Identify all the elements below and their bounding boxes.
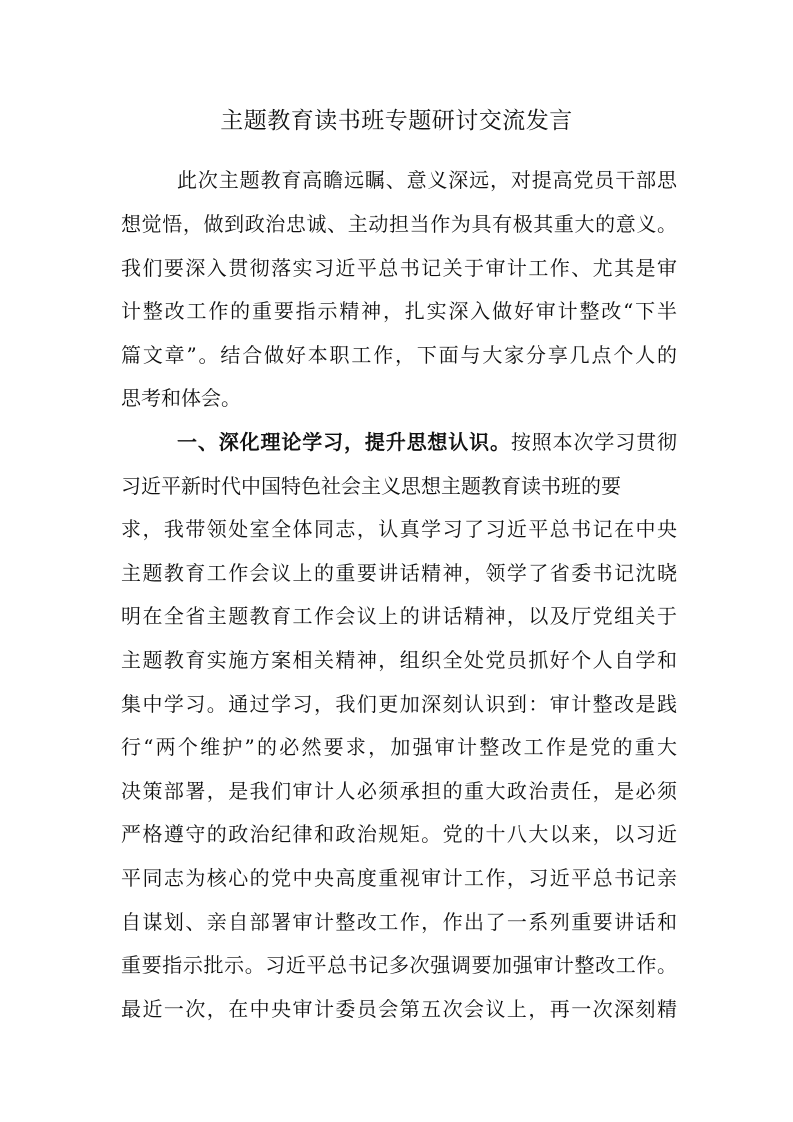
text-line: 此次主题教育高瞻远瞩、意义深远，对提高党员干部思 [177,168,677,192]
document-title: 主题教育读书班专题研讨交流发言 [220,108,573,134]
text-line: 行“两个维护”的必然要求，加强审计整改工作是党的重大 [121,735,677,759]
text-line: 决策部署，是我们审计人必须承担的重大政治责任，是必须 [121,779,677,803]
text-line: 最近一次，在中央审计委员会第五次会议上，再一次深刻精 [121,997,677,1021]
text-line: 自谋划、亲自部署审计整改工作，作出了一系列重要讲话和 [121,910,677,934]
text-line [177,428,677,456]
text-line: 明在全省主题教育工作会议上的讲话精神，以及厅党组关于 [121,604,677,628]
text-line: 严格遵守的政治纪律和政治规矩。党的十八大以来，以习近 [121,822,677,846]
text-line: 我们要深入贯彻落实习近平总书记关于审计工作、尤其是审 [121,256,677,280]
text-line: 主题教育实施方案相关精神，组织全处党员抓好个人自学和 [121,648,677,672]
text-line: 篇文章”。结合做好本职工作，下面与大家分享几点个人的 [121,343,677,367]
text-line: 思考和体会。 [121,386,241,410]
text-line: 集中学习。通过学习，我们更加深刻认识到：审计整改是践 [121,692,677,716]
text-line: 求，我带领处室全体同志，认真学习了习近平总书记在中央 [121,517,677,541]
text-span: 按照本次学习贯彻 [510,430,678,454]
text-line: 想觉悟，做到政治忠诚、主动担当作为具有极其重大的意义。 [121,212,677,236]
text-line: 重要指示批示。习近平总书记多次强调要加强审计整改工作。 [121,953,677,977]
text-line: 习近平新时代中国特色社会主义思想主题教育读书班的要 [121,474,621,498]
text-line: 主题教育工作会议上的重要讲话精神，领学了省委书记沈晓 [121,561,677,585]
text-line: 计整改工作的重要指示精神，扎实深入做好审计整改“下半 [121,299,677,323]
section-heading: 一、深化理论学习，提升思想认识。 [177,430,511,454]
text-line: 平同志为核心的党中央高度重视审计工作，习近平总书记亲 [121,866,677,890]
